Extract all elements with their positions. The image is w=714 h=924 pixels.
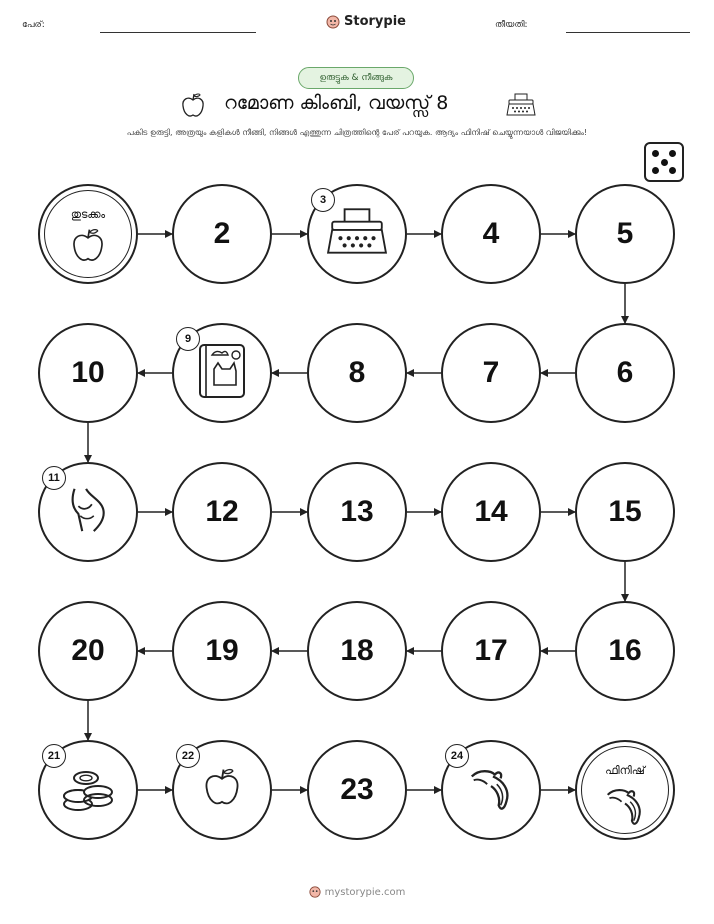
- board-space-24: [441, 740, 541, 840]
- board-space-18: [307, 601, 407, 701]
- brand-name: Storypie: [344, 14, 406, 29]
- board-space-21: [38, 740, 138, 840]
- ponytail-icon: [601, 783, 650, 832]
- board-space-22: [172, 740, 272, 840]
- space-number: 18: [340, 634, 374, 667]
- board-space-17: [441, 601, 541, 701]
- space-number: 17: [474, 634, 508, 667]
- space-number: 7: [482, 356, 500, 389]
- board-space-5: [575, 184, 675, 284]
- board-space-12: [172, 462, 272, 562]
- board-space-3: [307, 184, 407, 284]
- storypie-logo-icon: [309, 886, 321, 898]
- space-number: 2: [213, 217, 231, 250]
- board-space-20: [38, 601, 138, 701]
- name-label: പേര്:: [22, 20, 45, 30]
- finish-label: ഫിനിഷ്: [605, 764, 645, 777]
- space-number: 10: [71, 356, 105, 389]
- start-label: തുടക്കം: [70, 208, 106, 221]
- board-space-16: [575, 601, 675, 701]
- board-space-9: [172, 323, 272, 423]
- activity-badge: ഉരുട്ടുക & നീങ്ങുക: [298, 67, 414, 89]
- space-number: 5: [616, 217, 634, 250]
- finish-space: [575, 740, 675, 840]
- start-space: [38, 184, 138, 284]
- board-space-4: [441, 184, 541, 284]
- space-number: 6: [616, 356, 634, 389]
- page-title: റമോണ കിംബി, വയസ്സ് 8: [224, 92, 449, 114]
- space-number-tag: 21: [42, 744, 66, 768]
- board-space-23: [307, 740, 407, 840]
- board-space-7: [441, 323, 541, 423]
- board-space-14: [441, 462, 541, 562]
- footer-url[interactable]: mystorypie.com: [324, 886, 406, 898]
- apple-icon: [70, 226, 106, 269]
- board-space-19: [172, 601, 272, 701]
- space-number-tag: 3: [311, 188, 335, 212]
- space-number: 20: [71, 634, 105, 667]
- space-number-tag: 9: [176, 327, 200, 351]
- space-number: 19: [205, 634, 239, 667]
- space-number: 4: [482, 217, 500, 250]
- space-number: 13: [340, 495, 374, 528]
- board-space-8: [307, 323, 407, 423]
- space-number: 14: [474, 495, 508, 528]
- space-number: 12: [205, 495, 239, 528]
- board-space-13: [307, 462, 407, 562]
- knee-icon: [63, 485, 113, 539]
- space-number-tag: 11: [42, 466, 66, 490]
- space-number: 15: [608, 495, 642, 528]
- board-space-6: [575, 323, 675, 423]
- space-number: 16: [608, 634, 642, 667]
- space-number: 8: [348, 356, 366, 389]
- board-space-2: [172, 184, 272, 284]
- ponytail-icon: [464, 763, 518, 817]
- space-number-tag: 24: [445, 744, 469, 768]
- apple-icon: [202, 766, 242, 814]
- coins-icon: [57, 762, 119, 818]
- footer: [0, 886, 714, 898]
- board-space-15: [575, 462, 675, 562]
- space-number: 23: [340, 773, 374, 806]
- board-space-10: [38, 323, 138, 423]
- date-label: തീയതി:: [495, 20, 528, 30]
- storybook-icon: [194, 341, 250, 405]
- instructions: പകിട ഉരുട്ടി, അത്രയും കളികൾ നീങ്ങി, നിങ്ങൾ എത്തുന്ന ചിത്രത്തിന്റെ പേര് പറയുക. ആദ്യം ഫിനിഷ് ചെയ്യുന്നയാൾ വിജയിക്കും!: [126, 128, 588, 137]
- typewriter-icon: [326, 205, 388, 263]
- space-number-tag: 22: [176, 744, 200, 768]
- board-space-11: [38, 462, 138, 562]
